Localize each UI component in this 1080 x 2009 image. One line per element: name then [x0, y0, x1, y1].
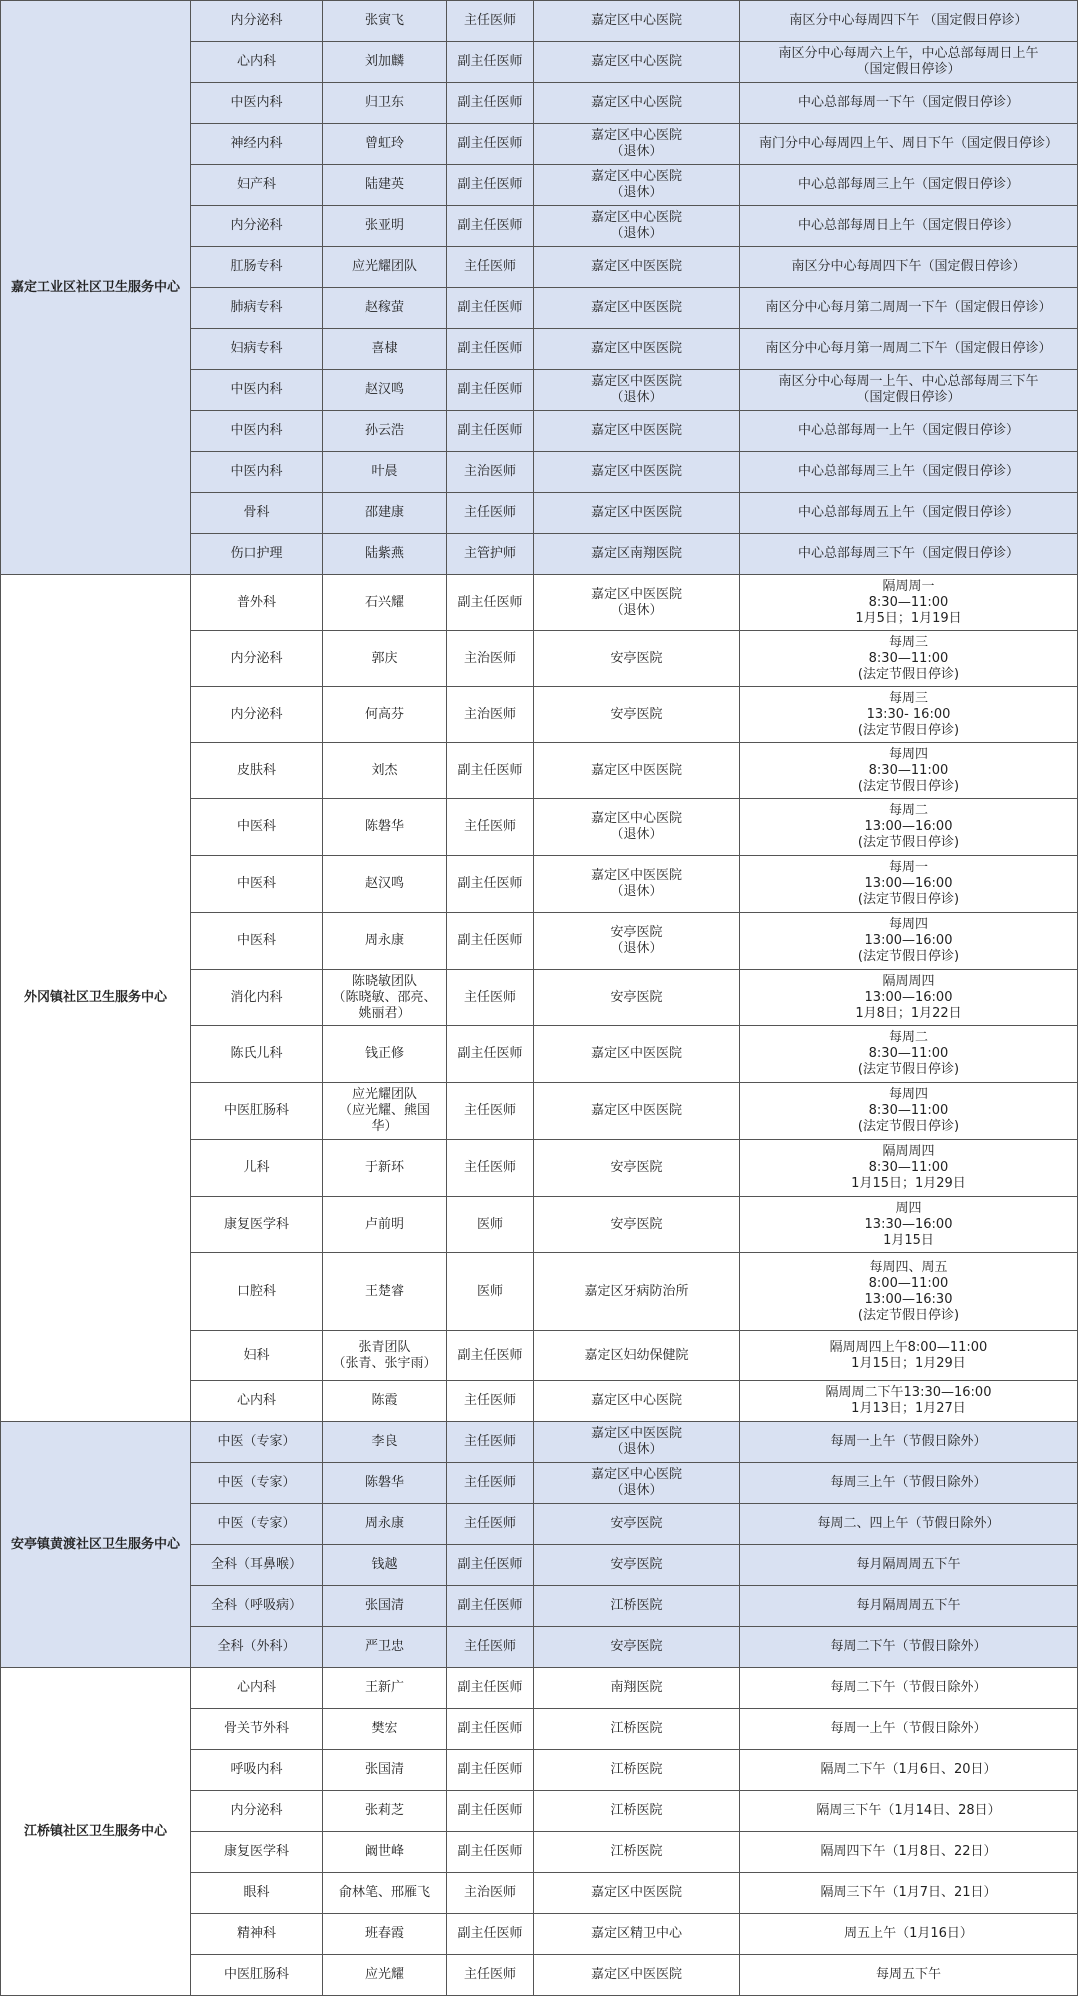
- cell-doctor: 俞林笔、邢雁飞: [323, 1873, 447, 1914]
- cell-title: 副主任医师: [447, 743, 534, 799]
- cell-hospital: 嘉定区中医医院: [534, 247, 740, 288]
- cell-dept: 全科（外科）: [191, 1627, 323, 1668]
- cell-doctor: 阚世峰: [323, 1832, 447, 1873]
- cell-schedule: 每周四 13:00—16:00 (法定节假日停诊): [740, 913, 1078, 970]
- cell-schedule: 隔周三下午（1月14日、28日）: [740, 1791, 1078, 1832]
- cell-hospital: 江桥医院: [534, 1586, 740, 1627]
- cell-doctor: 严卫忠: [323, 1627, 447, 1668]
- cell-title: 副主任医师: [447, 1832, 534, 1873]
- cell-dept: 呼吸内科: [191, 1750, 323, 1791]
- cell-doctor: 应光耀团队: [323, 247, 447, 288]
- cell-dept: 心内科: [191, 1381, 323, 1422]
- cell-hospital: 江桥医院: [534, 1832, 740, 1873]
- cell-doctor: 于新环: [323, 1140, 447, 1197]
- cell-dept: 全科（呼吸病）: [191, 1586, 323, 1627]
- cell-doctor: 赵汉鸣: [323, 370, 447, 411]
- table-row: [1, 1422, 1078, 1463]
- cell-schedule: 中心总部每周一下午（国定假日停诊）: [740, 83, 1078, 124]
- cell-schedule: 每周二 13:00—16:00 (法定节假日停诊): [740, 799, 1078, 856]
- cell-dept: 妇产科: [191, 165, 323, 206]
- cell-hospital: 安亭医院: [534, 1140, 740, 1197]
- cell-doctor: 李良: [323, 1422, 447, 1463]
- cell-doctor: 班春霞: [323, 1914, 447, 1955]
- cell-doctor: 赵汉鸣: [323, 856, 447, 913]
- cell-hospital: 南翔医院: [534, 1668, 740, 1709]
- cell-doctor: 王楚睿: [323, 1253, 447, 1331]
- cell-schedule: 隔周周二下午13:30—16:00 1月13日；1月27日: [740, 1381, 1078, 1422]
- cell-dept: 中医内科: [191, 411, 323, 452]
- cell-dept: 全科（耳鼻喉）: [191, 1545, 323, 1586]
- cell-title: 主任医师: [447, 1463, 534, 1504]
- cell-title: 主治医师: [447, 687, 534, 743]
- cell-doctor: 陈磐华: [323, 799, 447, 856]
- cell-title: 副主任医师: [447, 575, 534, 631]
- cell-hospital: 嘉定区中医医院: [534, 1955, 740, 1996]
- cell-dept: 康复医学科: [191, 1197, 323, 1253]
- cell-title: 副主任医师: [447, 1331, 534, 1381]
- cell-schedule: 周四 13:30—16:00 1月15日: [740, 1197, 1078, 1253]
- cell-schedule: 隔周四下午（1月8日、22日）: [740, 1832, 1078, 1873]
- cell-title: 副主任医师: [447, 1586, 534, 1627]
- table-row: [1, 575, 1078, 631]
- cell-doctor: 张寅飞: [323, 1, 447, 42]
- cell-schedule: 每周四、周五 8:00—11:00 13:00—16:30 (法定节假日停诊): [740, 1253, 1078, 1331]
- cell-schedule: 南区分中心每周四下午 （国定假日停诊）: [740, 1, 1078, 42]
- cell-dept: 中医科: [191, 913, 323, 970]
- cell-schedule: 南区分中心每周一上午、中心总部每周三下午 （国定假日停诊）: [740, 370, 1078, 411]
- cell-schedule: 南门分中心每周四上午、周日下午（国定假日停诊）: [740, 124, 1078, 165]
- cell-title: 副主任医师: [447, 1026, 534, 1083]
- cell-doctor: 周永康: [323, 1504, 447, 1545]
- cell-doctor: 孙云浩: [323, 411, 447, 452]
- cell-title: 主任医师: [447, 970, 534, 1026]
- cell-title: 副主任医师: [447, 1914, 534, 1955]
- cell-hospital: 嘉定区中医医院: [534, 743, 740, 799]
- cell-hospital: 嘉定区中心医院 （退休）: [534, 124, 740, 165]
- cell-hospital: 嘉定区精卫中心: [534, 1914, 740, 1955]
- cell-dept: 康复医学科: [191, 1832, 323, 1873]
- cell-doctor: 张莉芝: [323, 1791, 447, 1832]
- cell-hospital: 江桥医院: [534, 1750, 740, 1791]
- cell-title: 医师: [447, 1253, 534, 1331]
- cell-title: 副主任医师: [447, 1668, 534, 1709]
- cell-hospital: 嘉定区中心医院 （退休）: [534, 799, 740, 856]
- cell-doctor: 王新广: [323, 1668, 447, 1709]
- cell-doctor: 赵稼萤: [323, 288, 447, 329]
- cell-schedule: 每周一上午（节假日除外）: [740, 1709, 1078, 1750]
- cell-title: 医师: [447, 1197, 534, 1253]
- cell-hospital: 嘉定区中医医院: [534, 1026, 740, 1083]
- cell-hospital: 嘉定区中医医院 （退休）: [534, 575, 740, 631]
- cell-doctor: 陆紫燕: [323, 534, 447, 575]
- service-center-name: 江桥镇社区卫生服务中心: [1, 1668, 191, 1996]
- cell-schedule: 每周四 8:30—11:00 (法定节假日停诊): [740, 1083, 1078, 1140]
- cell-hospital: 安亭医院: [534, 1197, 740, 1253]
- cell-hospital: 嘉定区妇幼保健院: [534, 1331, 740, 1381]
- cell-hospital: 安亭医院: [534, 970, 740, 1026]
- cell-hospital: 安亭医院: [534, 631, 740, 687]
- cell-doctor: 樊宏: [323, 1709, 447, 1750]
- cell-title: 副主任医师: [447, 370, 534, 411]
- cell-dept: 妇科: [191, 1331, 323, 1381]
- cell-schedule: 南区分中心每月第一周周二下午（国定假日停诊）: [740, 329, 1078, 370]
- cell-title: 副主任医师: [447, 913, 534, 970]
- cell-dept: 骨关节外科: [191, 1709, 323, 1750]
- cell-doctor: 周永康: [323, 913, 447, 970]
- cell-schedule: 每月隔周周五下午: [740, 1545, 1078, 1586]
- service-center-name: 嘉定工业区社区卫生服务中心: [1, 1, 191, 575]
- cell-dept: 妇病专科: [191, 329, 323, 370]
- cell-dept: 中医内科: [191, 370, 323, 411]
- cell-doctor: 陈晓敏团队 （陈晓敏、邵亮、 姚丽君）: [323, 970, 447, 1026]
- cell-hospital: 江桥医院: [534, 1791, 740, 1832]
- cell-schedule: 每周二、四上午（节假日除外）: [740, 1504, 1078, 1545]
- cell-dept: 皮肤科: [191, 743, 323, 799]
- cell-hospital: 嘉定区中医医院: [534, 1873, 740, 1914]
- cell-dept: 内分泌科: [191, 1, 323, 42]
- table-row: [1, 1668, 1078, 1709]
- cell-doctor: 张国清: [323, 1586, 447, 1627]
- cell-hospital: 嘉定区中医医院: [534, 329, 740, 370]
- cell-hospital: 嘉定区中心医院: [534, 83, 740, 124]
- cell-hospital: 嘉定区中心医院 （退休）: [534, 165, 740, 206]
- cell-title: 副主任医师: [447, 1709, 534, 1750]
- cell-schedule: 每周三上午（节假日除外）: [740, 1463, 1078, 1504]
- cell-title: 主任医师: [447, 1422, 534, 1463]
- table-row: [1, 1, 1078, 42]
- cell-title: 主任医师: [447, 1, 534, 42]
- cell-hospital: 嘉定区中医医院: [534, 288, 740, 329]
- cell-doctor: 刘杰: [323, 743, 447, 799]
- cell-title: 主管护师: [447, 534, 534, 575]
- cell-doctor: 张国清: [323, 1750, 447, 1791]
- cell-dept: 眼科: [191, 1873, 323, 1914]
- cell-schedule: 中心总部每周日上午（国定假日停诊）: [740, 206, 1078, 247]
- cell-hospital: 嘉定区中心医院: [534, 42, 740, 83]
- cell-doctor: 石兴耀: [323, 575, 447, 631]
- cell-title: 副主任医师: [447, 1750, 534, 1791]
- cell-doctor: 曾虹玲: [323, 124, 447, 165]
- cell-title: 主任医师: [447, 1381, 534, 1422]
- cell-schedule: 隔周二下午（1月6日、20日）: [740, 1750, 1078, 1791]
- cell-schedule: 每周五下午: [740, 1955, 1078, 1996]
- cell-dept: 内分泌科: [191, 687, 323, 743]
- cell-dept: 中医科: [191, 856, 323, 913]
- cell-title: 副主任医师: [447, 165, 534, 206]
- cell-title: 副主任医师: [447, 206, 534, 247]
- cell-dept: 内分泌科: [191, 1791, 323, 1832]
- cell-doctor: 喜棣: [323, 329, 447, 370]
- cell-title: 副主任医师: [447, 1791, 534, 1832]
- cell-doctor: 陈磐华: [323, 1463, 447, 1504]
- cell-title: 副主任医师: [447, 83, 534, 124]
- cell-doctor: 应光耀: [323, 1955, 447, 1996]
- cell-schedule: 每周二下午（节假日除外）: [740, 1668, 1078, 1709]
- cell-hospital: 嘉定区中医医院: [534, 411, 740, 452]
- cell-doctor: 刘加麟: [323, 42, 447, 83]
- cell-hospital: 嘉定区中心医院 （退休）: [534, 1463, 740, 1504]
- cell-doctor: 叶晨: [323, 452, 447, 493]
- cell-schedule: 每周一 13:00—16:00 (法定节假日停诊): [740, 856, 1078, 913]
- cell-hospital: 嘉定区中心医院: [534, 1381, 740, 1422]
- cell-dept: 肛肠专科: [191, 247, 323, 288]
- cell-title: 主治医师: [447, 1873, 534, 1914]
- cell-schedule: 隔周周四上午8:00—11:00 1月15日；1月29日: [740, 1331, 1078, 1381]
- cell-dept: 神经内科: [191, 124, 323, 165]
- cell-hospital: 嘉定区中医医院 （退休）: [534, 370, 740, 411]
- cell-hospital: 安亭医院: [534, 687, 740, 743]
- cell-dept: 陈氏儿科: [191, 1026, 323, 1083]
- cell-hospital: 嘉定区中医医院 （退休）: [534, 856, 740, 913]
- cell-schedule: 中心总部每周三下午（国定假日停诊）: [740, 534, 1078, 575]
- cell-dept: 肺病专科: [191, 288, 323, 329]
- cell-dept: 普外科: [191, 575, 323, 631]
- cell-doctor: 钱越: [323, 1545, 447, 1586]
- cell-title: 副主任医师: [447, 288, 534, 329]
- cell-dept: 骨科: [191, 493, 323, 534]
- cell-schedule: 每周四 8:30—11:00 (法定节假日停诊): [740, 743, 1078, 799]
- cell-hospital: 嘉定区中医医院: [534, 493, 740, 534]
- cell-dept: 消化内科: [191, 970, 323, 1026]
- cell-dept: 心内科: [191, 42, 323, 83]
- cell-doctor: 邵建康: [323, 493, 447, 534]
- cell-schedule: 南区分中心每周四下午（国定假日停诊）: [740, 247, 1078, 288]
- cell-doctor: 应光耀团队 （应光耀、熊国 华）: [323, 1083, 447, 1140]
- cell-title: 副主任医师: [447, 856, 534, 913]
- cell-schedule: 南区分中心每月第二周周一下午（国定假日停诊）: [740, 288, 1078, 329]
- cell-schedule: 南区分中心每周六上午，中心总部每周日上午 （国定假日停诊）: [740, 42, 1078, 83]
- cell-schedule: 隔周三下午（1月7日、21日）: [740, 1873, 1078, 1914]
- cell-title: 主任医师: [447, 1955, 534, 1996]
- cell-title: 副主任医师: [447, 411, 534, 452]
- cell-hospital: 嘉定区牙病防治所: [534, 1253, 740, 1331]
- cell-schedule: 每周一上午（节假日除外）: [740, 1422, 1078, 1463]
- cell-dept: 伤口护理: [191, 534, 323, 575]
- cell-doctor: 钱正修: [323, 1026, 447, 1083]
- cell-title: 主任医师: [447, 247, 534, 288]
- cell-doctor: 陈霞: [323, 1381, 447, 1422]
- cell-dept: 中医肛肠科: [191, 1955, 323, 1996]
- cell-doctor: 何高芬: [323, 687, 447, 743]
- cell-title: 主任医师: [447, 1627, 534, 1668]
- cell-title: 主治医师: [447, 631, 534, 687]
- cell-doctor: 张青团队 （张青、张宇雨）: [323, 1331, 447, 1381]
- cell-dept: 内分泌科: [191, 206, 323, 247]
- cell-dept: 内分泌科: [191, 631, 323, 687]
- cell-doctor: 归卫东: [323, 83, 447, 124]
- cell-schedule: 中心总部每周五上午（国定假日停诊）: [740, 493, 1078, 534]
- cell-doctor: 卢前明: [323, 1197, 447, 1253]
- cell-dept: 中医肛肠科: [191, 1083, 323, 1140]
- cell-schedule: 隔周周四 13:00—16:00 1月8日；1月22日: [740, 970, 1078, 1026]
- cell-hospital: 嘉定区中医医院: [534, 1083, 740, 1140]
- cell-hospital: 江桥医院: [534, 1709, 740, 1750]
- cell-hospital: 安亭医院: [534, 1504, 740, 1545]
- cell-title: 主任医师: [447, 493, 534, 534]
- cell-hospital: 安亭医院: [534, 1545, 740, 1586]
- cell-dept: 中医（专家）: [191, 1504, 323, 1545]
- cell-doctor: 陆建英: [323, 165, 447, 206]
- cell-title: 副主任医师: [447, 1545, 534, 1586]
- cell-dept: 中医（专家）: [191, 1463, 323, 1504]
- service-center-name: 外冈镇社区卫生服务中心: [1, 575, 191, 1422]
- cell-doctor: 张亚明: [323, 206, 447, 247]
- cell-hospital: 嘉定区中心医院: [534, 1, 740, 42]
- cell-hospital: 嘉定区中心医院 （退休）: [534, 206, 740, 247]
- service-center-name: 安亭镇黄渡社区卫生服务中心: [1, 1422, 191, 1668]
- cell-dept: 中医科: [191, 799, 323, 856]
- cell-schedule: 每月隔周周五下午: [740, 1586, 1078, 1627]
- cell-title: 主任医师: [447, 1140, 534, 1197]
- cell-schedule: 周五上午（1月16日）: [740, 1914, 1078, 1955]
- schedule-table-body: [1, 1, 1078, 1996]
- cell-schedule: 中心总部每周三上午（国定假日停诊）: [740, 165, 1078, 206]
- cell-dept: 儿科: [191, 1140, 323, 1197]
- cell-dept: 中医内科: [191, 452, 323, 493]
- cell-hospital: 安亭医院 （退休）: [534, 913, 740, 970]
- cell-title: 副主任医师: [447, 124, 534, 165]
- cell-schedule: 中心总部每周三上午（国定假日停诊）: [740, 452, 1078, 493]
- cell-schedule: 每周三 8:30—11:00 (法定节假日停诊): [740, 631, 1078, 687]
- cell-schedule: 每周二下午（节假日除外）: [740, 1627, 1078, 1668]
- cell-dept: 中医内科: [191, 83, 323, 124]
- cell-title: 副主任医师: [447, 42, 534, 83]
- cell-dept: 口腔科: [191, 1253, 323, 1331]
- cell-doctor: 郭庆: [323, 631, 447, 687]
- cell-title: 主任医师: [447, 799, 534, 856]
- cell-title: 主治医师: [447, 452, 534, 493]
- cell-dept: 中医（专家）: [191, 1422, 323, 1463]
- cell-title: 副主任医师: [447, 329, 534, 370]
- cell-schedule: 隔周周一 8:30—11:00 1月5日；1月19日: [740, 575, 1078, 631]
- cell-hospital: 嘉定区中医医院: [534, 452, 740, 493]
- cell-title: 主任医师: [447, 1083, 534, 1140]
- cell-hospital: 嘉定区南翔医院: [534, 534, 740, 575]
- cell-dept: 心内科: [191, 1668, 323, 1709]
- cell-hospital: 嘉定区中医医院 （退休）: [534, 1422, 740, 1463]
- cell-schedule: 每周三 13:30- 16:00 (法定节假日停诊): [740, 687, 1078, 743]
- cell-hospital: 安亭医院: [534, 1627, 740, 1668]
- cell-schedule: 中心总部每周一上午（国定假日停诊）: [740, 411, 1078, 452]
- cell-title: 主任医师: [447, 1504, 534, 1545]
- cell-schedule: 隔周周四 8:30—11:00 1月15日；1月29日: [740, 1140, 1078, 1197]
- cell-schedule: 每周二 8:30—11:00 (法定节假日停诊): [740, 1026, 1078, 1083]
- cell-dept: 精神科: [191, 1914, 323, 1955]
